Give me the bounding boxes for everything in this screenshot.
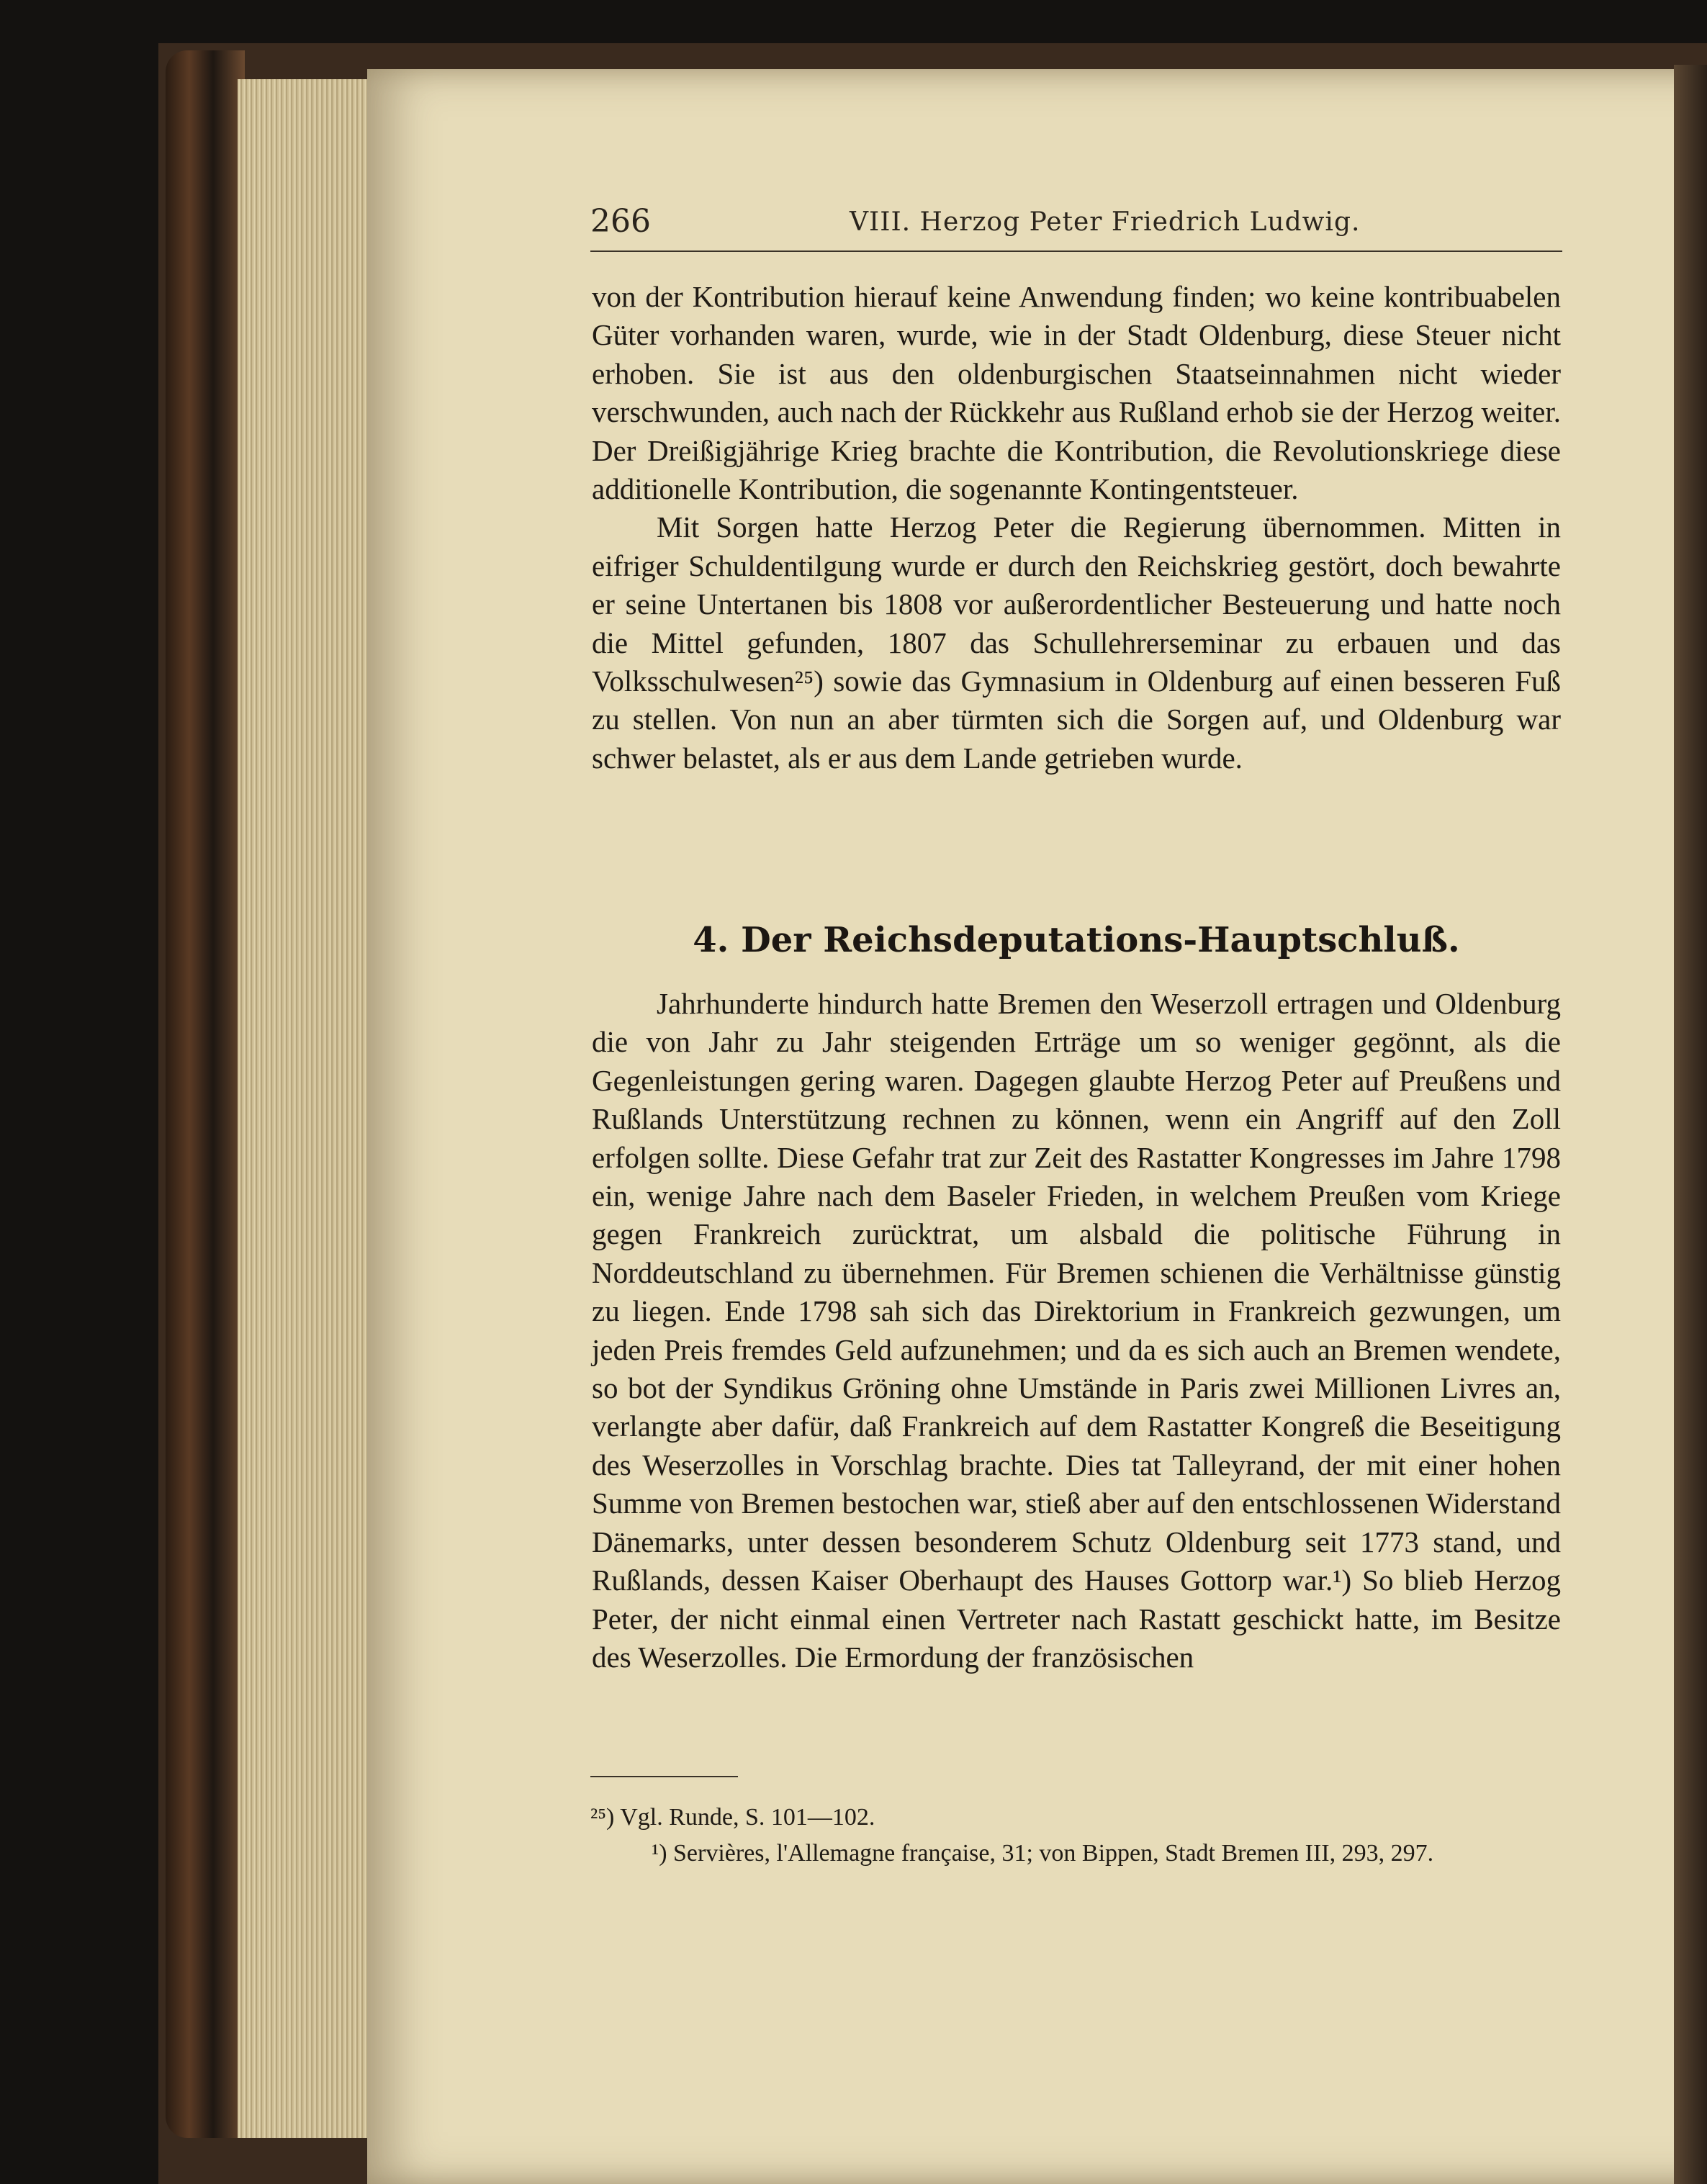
- footnote-rule: [590, 1776, 738, 1777]
- body-text-bottom: [592, 985, 1561, 1677]
- book-spine-leather: [166, 50, 245, 2138]
- paragraph-weserzoll: Jahrhunderte hindurch hatte Bremen den Weserzoll ertragen und Oldenburg die von Jahr zu Jahr steigenden Erträge um so weniger gegönnt, als die Gegenleistungen gering waren. Dagegen glaubte Herzog Peter auf Preußens und Rußlands Unterstützung rechnen zu können, wenn ein Angriff auf den Zoll erfolgen sollte. Diese Gefahr trat zur Zeit des Rastatter Kongresses im Jahre 1798 ein, wenige Jahre nach dem Baseler Frieden, in welchem Preußen vom Kriege gegen Frankreich zurücktrat, um alsbald die politische Führung in Norddeutschland zu übernehmen. Für Bremen schienen die Verhältnisse günstig zu liegen. Ende 1798 sah sich das Direktorium in Frankreich gezwungen, um jeden Preis fremdes Geld aufzunehmen; und da es sich auch an Bremen wendete, so bot der Syndikus Gröning ohne Umstände in Paris zwei Millionen Livres an, verlangte aber dafür, daß Frankreich auf dem Rastatter Kongreß die Beseitigung des Weserzolles in Vorschlag brachte. Dies tat Talleyrand, der mit einer hohen Summe von Bremen bestochen war, stieß aber auf den entschlossenen Widerstand Dänemarks, unter dessen besonderem Schutz Oldenburg seit 1773 stand, und Rußlands, dessen Kaiser Oberhaupt des Hauses Gottorp war.¹) So blieb Herzog Peter, der nicht einmal einen Vertreter nach Rastatt geschickt hatte, im Besitze des Weserzolles. Die Ermordung der französischen: [592, 987, 1561, 1674]
- paragraph-sorgen: Mit Sorgen hatte Herzog Peter die Regierung übernommen. Mitten in eifriger Schuldentilgung wurde er durch den Reichskrieg gestört, doch bewahrte er seine Untertanen bis 1808 vor außerordentlicher Besteuerung und hatte noch die Mittel gefunden, 1807 das Schullehrerseminar zu erbauen und das Volksschulwesen²⁵) sowie das Gymnasium in Oldenburg auf einen besseren Fuß zu stellen. Von nun an aber türmten sich die Sorgen auf, und Oldenburg war schwer belastet, als er aus dem Lande getrieben wurde.: [592, 510, 1561, 775]
- body-text-top: [592, 278, 1561, 777]
- footnote-1: ¹) Servières, l'Allemagne française, 31; von Bippen, Stadt Bremen III, 293, 297.: [652, 1840, 1434, 1867]
- page-number: 266: [590, 203, 651, 240]
- page-header: [590, 203, 1562, 252]
- footnote-25: ²⁵) Vgl. Runde, S. 101—102.: [590, 1804, 875, 1831]
- running-title: VIII. Herzog Peter Friedrich Ludwig.: [850, 207, 1361, 237]
- paragraph-kontribution: von der Kontribution hierauf keine Anwendung finden; wo keine kontribuabelen Güter vorhanden waren, wurde, wie in der Stadt Oldenburg, diese Steuer nicht erhoben. Sie ist aus den oldenburgischen Staatseinnahmen nicht wieder verschwunden, auch nach der Rückkehr aus Rußland erhob sie der Herzog weiter. Der Dreißigjährige Krieg brachte die Kontribution, die Revolutionskriege diese additionelle Kontribution, die sogenannte Kontingentsteuer.: [592, 280, 1561, 506]
- facing-page-edge: [1674, 65, 1707, 2184]
- page-edges: [238, 79, 374, 2138]
- footnotes: [590, 1800, 1562, 1872]
- section-heading: 4. Der Reichsdeputations-Hauptschluß.: [693, 920, 1460, 960]
